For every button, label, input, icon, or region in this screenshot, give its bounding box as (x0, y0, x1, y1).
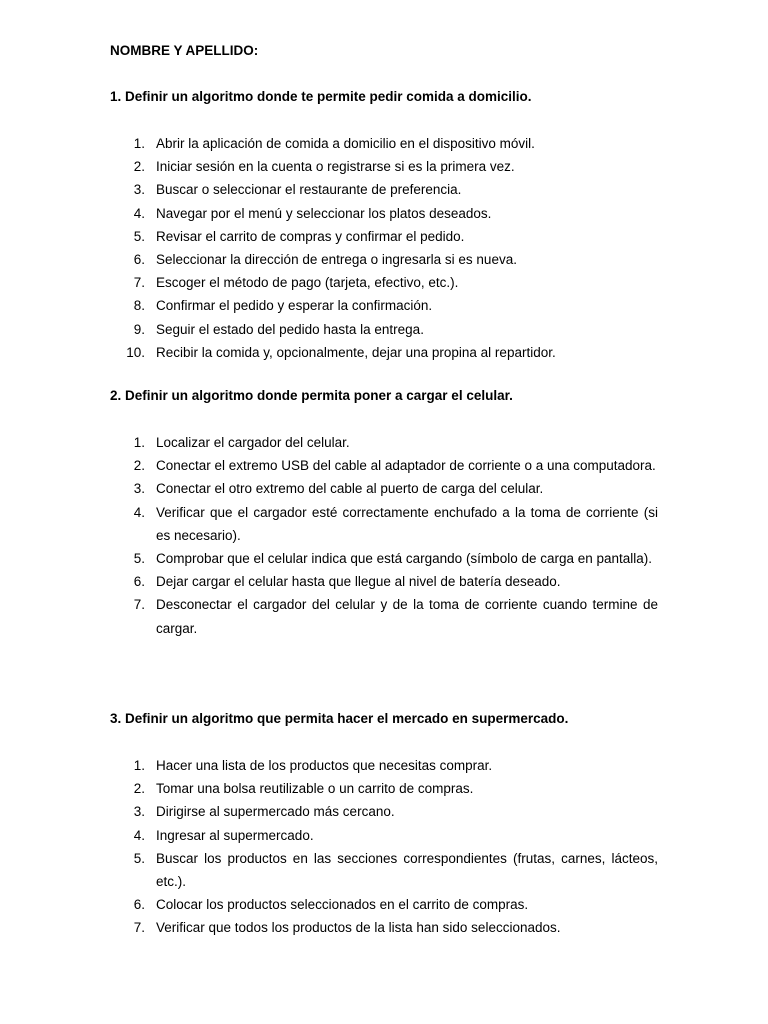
step-number: 6. (133, 897, 145, 913)
step-text: Localizar el cargador del celular. (156, 435, 350, 450)
section-3-heading: 3. Definir un algoritmo que permita hacer el mercado en supermercado. (110, 711, 569, 726)
step-text: Desconectar el cargador del celular y de la toma de corriente cuando termine de cargar. (156, 597, 658, 636)
step-number: 6. (133, 574, 145, 590)
step-number: 1. (133, 758, 145, 773)
step-text: Colocar los productos seleccionados en el carrito de compras. (156, 897, 529, 913)
list-item (110, 178, 658, 201)
step-text: Conectar el extremo USB del cable al adaptador de corriente o a una computadora. (156, 458, 656, 474)
step-text: Iniciar sesión en la cuenta o registrarse si es la primera vez. (156, 159, 515, 175)
step-text: Dejar cargar el celular hasta que llegue al nivel de batería deseado. (156, 574, 561, 590)
list-item (110, 593, 658, 639)
step-text: Navegar por el menú y seleccionar los platos deseados. (156, 205, 492, 221)
list-item (110, 754, 658, 777)
step-number: 2. (133, 159, 145, 175)
step-number: 2. (133, 781, 145, 797)
list-item (110, 800, 658, 823)
step-text: Verificar que todos los productos de la lista han sido seleccionados. (156, 920, 561, 936)
step-number: 6. (133, 252, 145, 268)
section-3-steps (110, 754, 658, 940)
list-item (110, 547, 658, 570)
list-item (110, 777, 658, 800)
step-text: Confirmar el pedido y esperar la confirmación. (156, 298, 433, 314)
step-number: 3. (133, 804, 145, 820)
step-number: 3. (133, 481, 145, 497)
list-item (110, 155, 658, 178)
list-item (110, 570, 658, 593)
list-item (110, 501, 658, 547)
list-item (110, 477, 658, 500)
list-item (110, 202, 658, 225)
step-number: 8. (133, 298, 145, 314)
list-item (110, 318, 658, 341)
step-number: 7. (133, 275, 145, 291)
step-text: Recibir la comida y, opcionalmente, dejar una propina al repartidor. (156, 344, 556, 360)
list-item (110, 271, 658, 294)
list-item (110, 916, 658, 939)
step-text: Conectar el otro extremo del cable al puerto de carga del celular. (156, 481, 544, 497)
step-number: 2. (133, 458, 145, 474)
step-text: Escoger el método de pago (tarjeta, efectivo, etc.). (156, 275, 459, 291)
step-text: Tomar una bolsa reutilizable o un carrito de compras. (156, 781, 474, 797)
list-item (110, 847, 658, 893)
list-item (110, 294, 658, 317)
section-2-steps (110, 431, 658, 640)
step-text: Buscar los productos en las secciones correspondientes (frutas, carnes, lácteos, etc.). (156, 850, 658, 890)
step-number: 7. (133, 920, 145, 936)
list-item (110, 431, 658, 454)
step-number: 4. (133, 827, 145, 843)
step-text: Buscar o seleccionar el restaurante de preferencia. (156, 182, 462, 198)
step-number: 1. (133, 435, 145, 450)
list-item (110, 248, 658, 271)
document-title: NOMBRE Y APELLIDO: (110, 43, 259, 58)
list-item (110, 454, 658, 477)
section-2-heading: 2. Definir un algoritmo donde permita poner a cargar el celular. (110, 388, 513, 403)
step-number: 7. (133, 597, 145, 613)
step-number: 1. (133, 136, 145, 151)
section-1-steps (110, 132, 658, 364)
step-text: Seleccionar la dirección de entrega o ingresarla si es nueva. (156, 252, 517, 268)
step-number: 4. (133, 504, 145, 520)
step-number: 5. (133, 850, 145, 866)
list-item (110, 132, 658, 155)
step-number: 3. (133, 182, 145, 198)
step-number: 9. (133, 321, 145, 337)
step-number: 10. (126, 344, 145, 360)
step-text: Dirigirse al supermercado más cercano. (156, 804, 395, 820)
step-text: Hacer una lista de los productos que necesitas comprar. (156, 758, 493, 773)
step-number: 5. (133, 228, 145, 244)
step-number: 4. (133, 205, 145, 221)
list-item (110, 893, 658, 916)
step-text: Seguir el estado del pedido hasta la entrega. (156, 321, 424, 337)
step-text: Comprobar que el celular indica que está cargando (símbolo de carga en pantalla). (156, 551, 653, 567)
step-text: Verificar que el cargador esté correctamente enchufado a la toma de corriente (si es necesario). (156, 504, 658, 543)
step-text: Abrir la aplicación de comida a domicilio en el dispositivo móvil. (156, 136, 535, 151)
section-1-heading: 1. Definir un algoritmo donde te permite pedir comida a domicilio. (110, 89, 532, 104)
list-item (110, 341, 658, 364)
list-item (110, 824, 658, 847)
step-text: Revisar el carrito de compras y confirmar el pedido. (156, 228, 465, 244)
step-number: 5. (133, 551, 145, 567)
list-item (110, 225, 658, 248)
step-text: Ingresar al supermercado. (156, 827, 314, 843)
